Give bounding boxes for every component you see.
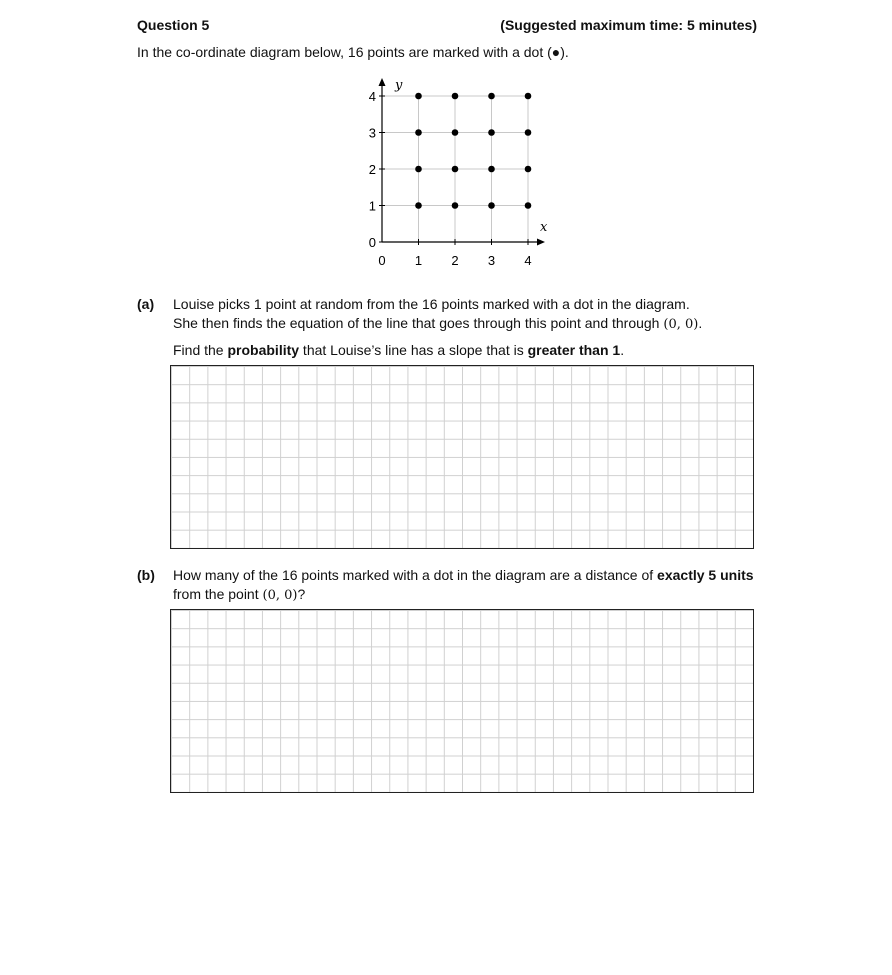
coordinate-diagram bbox=[355, 72, 555, 272]
part-a-text bbox=[173, 295, 773, 360]
y-tick-label: 3 bbox=[368, 125, 376, 141]
x-tick-label: 0 bbox=[378, 253, 386, 268]
point-dot bbox=[452, 129, 459, 136]
x-tick-label: 2 bbox=[451, 253, 459, 268]
y-tick-label: 1 bbox=[368, 198, 376, 214]
y-tick-label: 4 bbox=[368, 89, 376, 104]
part-b-label: (b) bbox=[137, 567, 155, 583]
point-dot bbox=[488, 166, 495, 173]
point-dot bbox=[452, 93, 459, 100]
point-dot bbox=[488, 93, 495, 100]
part-b-line2: from the point (0, 0)? bbox=[173, 586, 306, 603]
point-dot bbox=[525, 93, 532, 100]
question-title: Question 5 bbox=[137, 17, 210, 33]
x-tick-label: 1 bbox=[414, 253, 423, 268]
point-dot bbox=[415, 93, 422, 100]
point-dot bbox=[452, 202, 459, 209]
y-axis-arrow bbox=[379, 78, 386, 86]
suggested-time: (Suggested maximum time: 5 minutes) bbox=[500, 17, 757, 33]
part-a-label: (a) bbox=[137, 296, 155, 312]
y-tick-label: 0 bbox=[368, 235, 376, 250]
point-dot bbox=[525, 129, 532, 136]
point-dot bbox=[488, 129, 495, 136]
y-tick-label: 2 bbox=[368, 162, 376, 177]
question-intro: In the co-ordinate diagram below, 16 points are marked with a dot (●). bbox=[137, 44, 569, 60]
point-dot bbox=[452, 166, 459, 173]
x-tick-label: 3 bbox=[487, 253, 496, 268]
part-a-line3: Find the probability that Louise’s line has a slope that is greater than 1. bbox=[173, 342, 625, 358]
point-dot bbox=[525, 202, 532, 209]
x-axis-label: x bbox=[540, 220, 548, 235]
part-a-line1: Louise picks 1 point at random from the 16 points marked with a dot in the diagram. bbox=[173, 296, 690, 312]
answer-box-a[interactable] bbox=[170, 365, 754, 549]
diagram-points bbox=[415, 93, 531, 209]
part-a-line2: She then finds the equation of the line that goes through this point and through (0, 0). bbox=[173, 315, 703, 332]
diagram-axes bbox=[379, 78, 549, 246]
point-dot bbox=[415, 129, 422, 136]
point-dot bbox=[488, 202, 495, 209]
point-dot bbox=[415, 166, 422, 173]
answer-box-b[interactable] bbox=[170, 609, 754, 793]
y-axis-label: y bbox=[395, 78, 403, 93]
diagram-ticks bbox=[369, 89, 532, 268]
point-dot bbox=[525, 166, 532, 173]
point-dot bbox=[415, 202, 422, 209]
part-b-text bbox=[173, 566, 793, 605]
x-axis-arrow bbox=[537, 239, 545, 246]
part-b-line1: How many of the 16 points marked with a dot in the diagram are a distance of exactly 5 units bbox=[173, 567, 754, 583]
x-tick-label: 4 bbox=[524, 253, 532, 268]
